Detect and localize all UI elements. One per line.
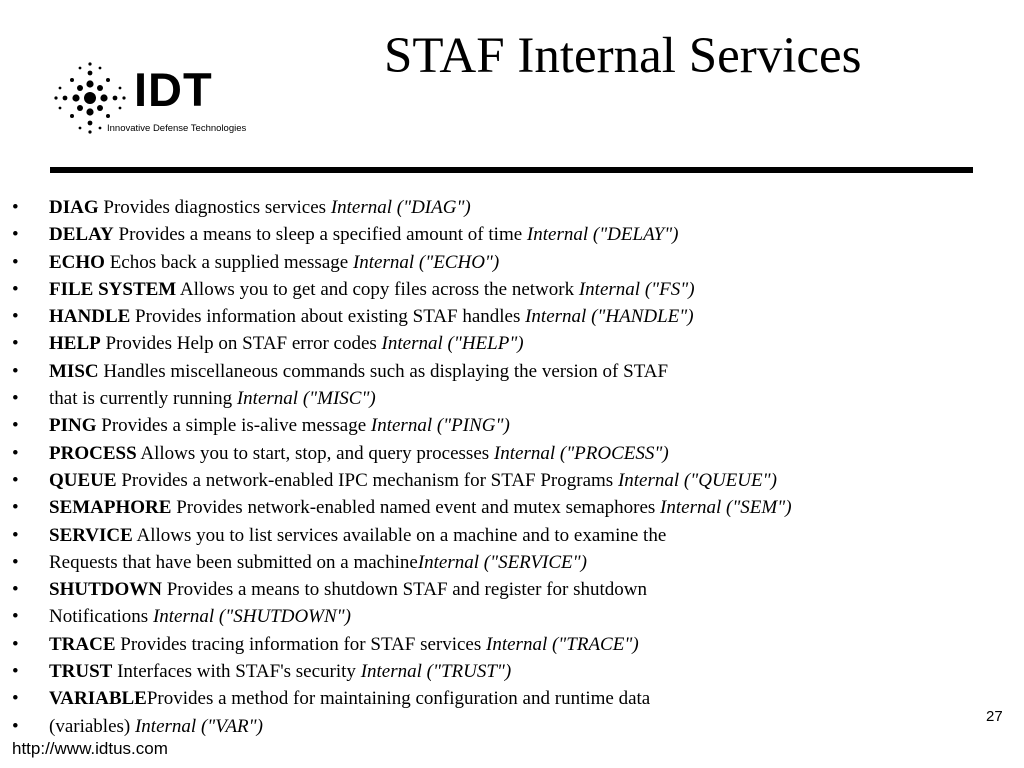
service-keyword: SERVICE (49, 524, 133, 546)
list-item (12, 194, 1002, 221)
list-item (12, 221, 1002, 248)
page-number: 27 (986, 708, 1003, 725)
service-description: (variables) (49, 715, 135, 737)
service-internal-name: Internal ("TRUST") (360, 661, 512, 683)
service-keyword: DELAY (49, 224, 114, 246)
bullet-glyph: • (12, 224, 19, 246)
logo-wordmark: IDT (134, 63, 213, 116)
service-internal-name: Internal ("QUEUE") (617, 469, 777, 491)
bullet-glyph: • (12, 551, 19, 573)
title-divider (50, 167, 973, 173)
list-item (12, 249, 1002, 276)
service-internal-name: Internal ("VAR") (134, 715, 263, 737)
bullet-glyph: • (12, 579, 19, 601)
bullet-glyph: • (12, 633, 19, 655)
bullet-glyph: • (12, 306, 19, 328)
list-item (12, 713, 1002, 740)
list-item (12, 412, 1002, 439)
service-description: Requests that have been submitted on a machine (49, 551, 418, 573)
list-item (12, 685, 1002, 712)
list-item (12, 467, 1002, 494)
list-item (12, 522, 1002, 549)
service-keyword: TRACE (49, 633, 116, 655)
service-keyword: SHUTDOWN (49, 579, 162, 601)
service-internal-name: Internal ("MISC") (236, 388, 376, 410)
service-description: Provides information about existing STAF handles (130, 306, 526, 328)
service-description: Provides a method for maintaining configuration and runtime data (146, 688, 651, 710)
service-keyword: VARIABLE (49, 688, 147, 710)
service-description: Allows you to get and copy files across the network (176, 278, 579, 300)
list-item (12, 658, 1002, 685)
list-item (12, 549, 1002, 576)
bullet-glyph: • (12, 360, 19, 382)
bullet-glyph: • (12, 688, 19, 710)
service-description: Provides a means to sleep a specified amount of time (113, 224, 527, 246)
service-keyword: TRUST (49, 661, 113, 683)
service-keyword: ECHO (49, 251, 105, 273)
footer-url[interactable]: http://www.idtus.com (12, 739, 168, 758)
bullet-glyph: • (12, 278, 19, 300)
bullet-glyph: • (12, 251, 19, 273)
service-list (12, 194, 1002, 740)
service-internal-name: Internal ("HELP") (381, 333, 524, 355)
service-keyword: HELP (49, 333, 101, 355)
service-internal-name: Internal ("DIAG") (330, 197, 471, 218)
service-internal-name: Internal ("PING") (370, 415, 510, 437)
slide-title: STAF Internal Services (384, 28, 862, 84)
bullet-glyph: • (12, 606, 19, 628)
service-internal-name: Internal ("SEM") (660, 497, 792, 519)
list-item (12, 303, 1002, 330)
service-internal-name: Internal ("FS") (578, 278, 695, 300)
bullet-glyph: • (12, 197, 19, 218)
bullet-glyph: • (12, 524, 19, 546)
list-item (12, 330, 1002, 357)
service-description: Provides a simple is-alive message (96, 415, 371, 437)
service-internal-name: Internal ("TRACE") (486, 633, 639, 655)
service-keyword: PROCESS (49, 442, 137, 464)
idt-logo (50, 56, 270, 140)
bullet-glyph: • (12, 333, 19, 355)
service-keyword: PING (49, 415, 97, 437)
service-description: Provides a network-enabled IPC mechanism for STAF Programs (116, 469, 618, 491)
service-description: Allows you to list services available on a machine and to examine the (132, 524, 667, 546)
service-description: Provides network-enabled named event and mutex semaphores (171, 497, 661, 519)
service-keyword: MISC (49, 360, 99, 382)
service-description: that is currently running (49, 388, 237, 410)
service-keyword: QUEUE (49, 469, 117, 491)
list-item (12, 494, 1002, 521)
service-description: Provides diagnostics services (98, 197, 331, 218)
list-item (12, 276, 1002, 303)
list-item (12, 358, 1002, 385)
service-description: Provides a means to shutdown STAF and register for shutdown (161, 579, 648, 601)
service-description: Interfaces with STAF's security (112, 661, 361, 683)
service-internal-name: Internal ("PROCESS") (493, 442, 669, 464)
service-description: Provides Help on STAF error codes (100, 333, 382, 355)
list-item (12, 440, 1002, 467)
service-internal-name: Internal ("SHUTDOWN") (152, 606, 351, 628)
list-item (12, 576, 1002, 603)
service-internal-name: Internal ("SERVICE") (417, 551, 587, 573)
bullet-glyph: • (12, 661, 19, 683)
service-internal-name: Internal ("ECHO") (352, 251, 500, 273)
bullet-glyph: • (12, 415, 19, 437)
service-description: Allows you to start, stop, and query processes (136, 442, 494, 464)
service-description: Handles miscellaneous commands such as displaying the version of STAF (98, 360, 669, 382)
bullet-glyph: • (12, 388, 19, 410)
bullet-glyph: • (12, 442, 19, 464)
service-keyword: HANDLE (49, 306, 131, 328)
service-keyword: SEMAPHORE (49, 497, 172, 519)
bullet-glyph: • (12, 469, 19, 491)
bullet-glyph: • (12, 497, 19, 519)
list-item (12, 603, 1002, 630)
list-item (12, 631, 1002, 658)
service-description: Notifications (49, 606, 153, 628)
service-internal-name: Internal ("DELAY") (526, 224, 679, 246)
bullet-glyph: • (12, 715, 19, 737)
service-description: Echos back a supplied message (104, 251, 353, 273)
service-keyword: DIAG (49, 197, 99, 218)
logo-tagline: Innovative Defense Technologies (107, 123, 247, 134)
list-item (12, 385, 1002, 412)
service-description: Provides tracing information for STAF services (115, 633, 487, 655)
service-keyword: FILE SYSTEM (49, 278, 177, 300)
service-internal-name: Internal ("HANDLE") (525, 306, 694, 328)
